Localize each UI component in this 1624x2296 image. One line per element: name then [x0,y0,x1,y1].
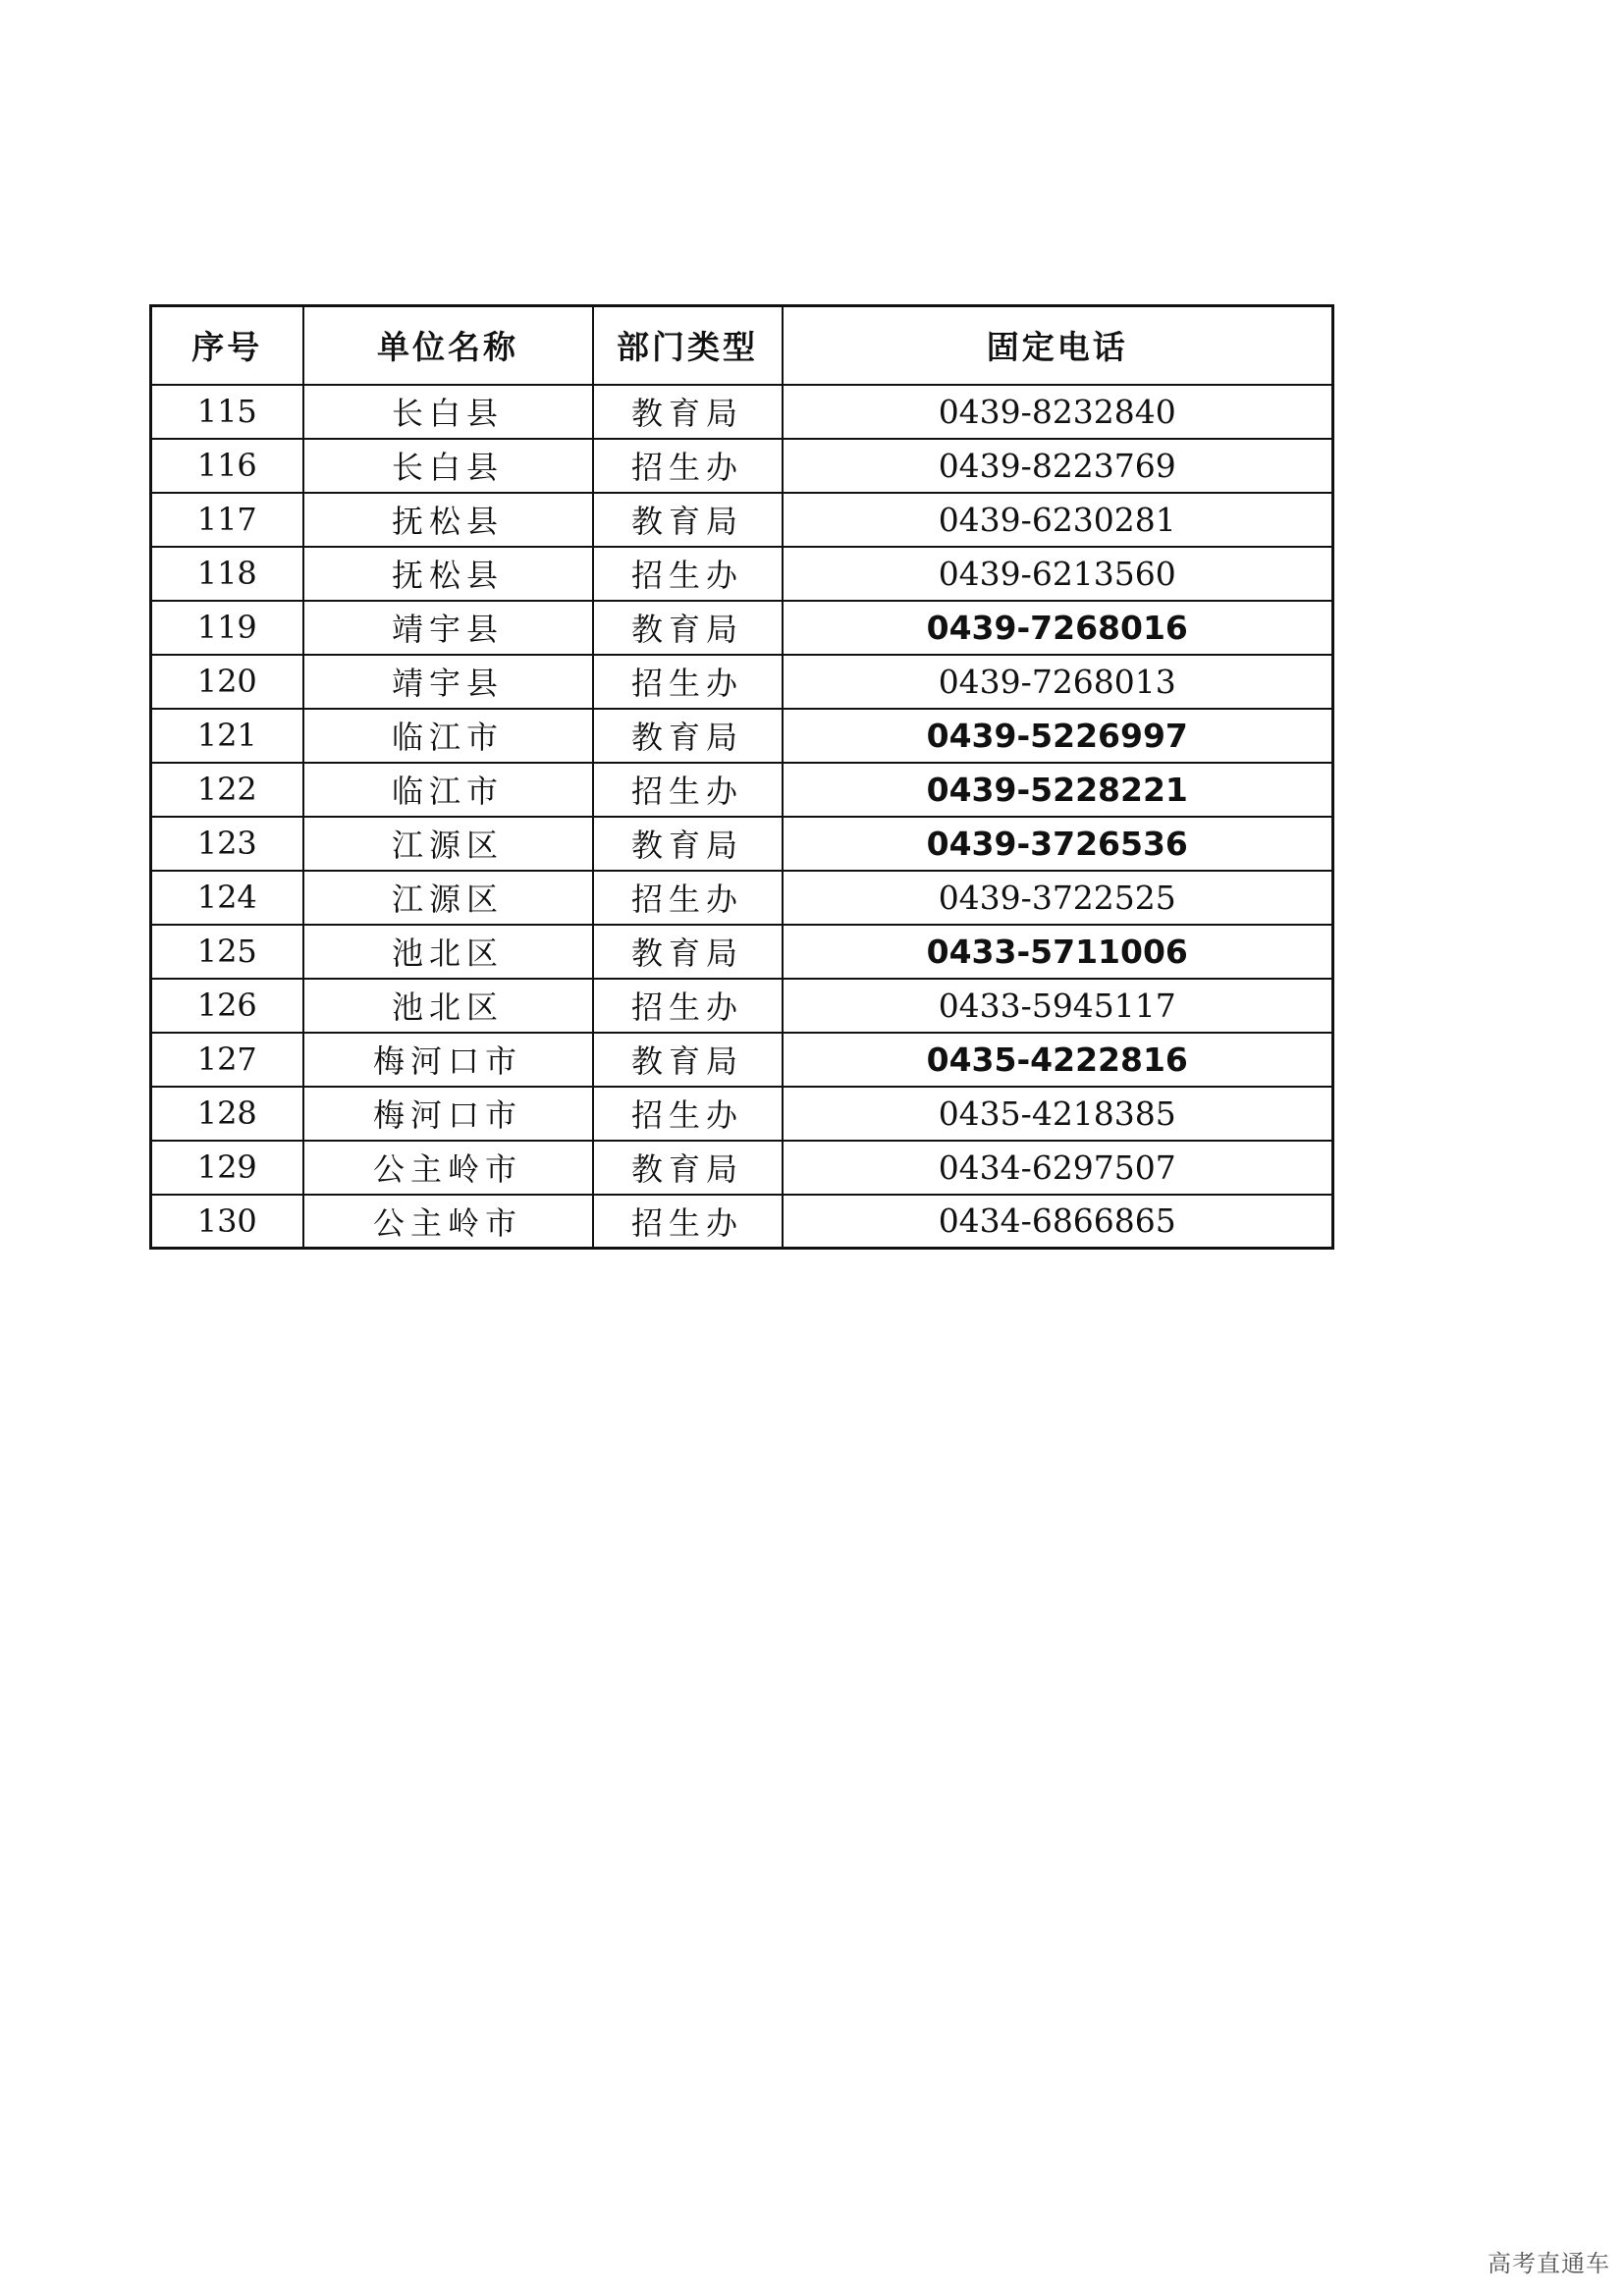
cell-unit-name: 临江市 [303,763,593,817]
cell-unit-name: 公主岭市 [303,1195,593,1249]
table-row [151,709,1333,763]
cell-landline-phone: 0439-6213560 [783,547,1333,601]
cell-serial-number: 118 [151,547,303,601]
table-row [151,1087,1333,1141]
cell-landline-phone: 0435-4218385 [783,1087,1333,1141]
cell-unit-name: 长白县 [303,439,593,493]
cell-serial-number: 116 [151,439,303,493]
cell-landline-phone: 0439-5226997 [783,709,1333,763]
cell-serial-number: 120 [151,655,303,709]
table-row [151,547,1333,601]
cell-department-type: 教育局 [593,1141,783,1195]
cell-unit-name: 江源区 [303,871,593,925]
cell-department-type: 招生办 [593,871,783,925]
table-row [151,1033,1333,1087]
cell-department-type: 教育局 [593,817,783,871]
cell-serial-number: 128 [151,1087,303,1141]
cell-landline-phone: 0439-8232840 [783,385,1333,439]
cell-serial-number: 125 [151,925,303,979]
cell-serial-number: 121 [151,709,303,763]
cell-department-type: 教育局 [593,493,783,547]
cell-department-type: 教育局 [593,709,783,763]
cell-serial-number: 117 [151,493,303,547]
cell-unit-name: 公主岭市 [303,1141,593,1195]
cell-unit-name: 抚松县 [303,493,593,547]
contact-table [149,304,1334,1250]
cell-unit-name: 梅河口市 [303,1087,593,1141]
table-row [151,1195,1333,1249]
cell-unit-name: 长白县 [303,385,593,439]
cell-department-type: 教育局 [593,1033,783,1087]
cell-department-type: 招生办 [593,439,783,493]
cell-landline-phone: 0434-6866865 [783,1195,1333,1249]
cell-department-type: 招生办 [593,1195,783,1249]
cell-serial-number: 122 [151,763,303,817]
table-row [151,385,1333,439]
cell-unit-name: 临江市 [303,709,593,763]
cell-unit-name: 池北区 [303,925,593,979]
cell-landline-phone: 0439-8223769 [783,439,1333,493]
table-row [151,601,1333,655]
cell-landline-phone: 0439-6230281 [783,493,1333,547]
cell-landline-phone: 0439-7268013 [783,655,1333,709]
cell-department-type: 教育局 [593,601,783,655]
header-serial-number: 序号 [151,306,303,385]
cell-serial-number: 126 [151,979,303,1033]
table-row [151,871,1333,925]
cell-unit-name: 抚松县 [303,547,593,601]
table-row [151,439,1333,493]
table-row [151,763,1333,817]
cell-serial-number: 127 [151,1033,303,1087]
table-body [151,385,1333,1249]
header-landline-phone: 固定电话 [783,306,1333,385]
table-row [151,925,1333,979]
cell-unit-name: 江源区 [303,817,593,871]
header-department-type: 部门类型 [593,306,783,385]
cell-department-type: 教育局 [593,925,783,979]
cell-landline-phone: 0439-3722525 [783,871,1333,925]
cell-landline-phone: 0435-4222816 [783,1033,1333,1087]
cell-department-type: 招生办 [593,547,783,601]
cell-serial-number: 119 [151,601,303,655]
cell-department-type: 招生办 [593,1087,783,1141]
cell-department-type: 招生办 [593,979,783,1033]
cell-department-type: 招生办 [593,763,783,817]
header-row [151,306,1333,385]
cell-serial-number: 129 [151,1141,303,1195]
cell-serial-number: 123 [151,817,303,871]
cell-landline-phone: 0433-5711006 [783,925,1333,979]
cell-department-type: 教育局 [593,385,783,439]
table-row [151,817,1333,871]
cell-unit-name: 梅河口市 [303,1033,593,1087]
table-row [151,655,1333,709]
cell-department-type: 招生办 [593,655,783,709]
table-row [151,1141,1333,1195]
cell-serial-number: 115 [151,385,303,439]
cell-unit-name: 靖宇县 [303,655,593,709]
cell-landline-phone: 0439-5228221 [783,763,1333,817]
table-header [151,306,1333,385]
table-row [151,979,1333,1033]
cell-unit-name: 靖宇县 [303,601,593,655]
contact-table-container [149,304,1331,1250]
cell-unit-name: 池北区 [303,979,593,1033]
table-row [151,493,1333,547]
watermark-text: 高考直通车 [1488,2250,1610,2277]
cell-landline-phone: 0434-6297507 [783,1141,1333,1195]
cell-serial-number: 124 [151,871,303,925]
header-unit-name: 单位名称 [303,306,593,385]
cell-landline-phone: 0433-5945117 [783,979,1333,1033]
cell-serial-number: 130 [151,1195,303,1249]
cell-landline-phone: 0439-3726536 [783,817,1333,871]
cell-landline-phone: 0439-7268016 [783,601,1333,655]
